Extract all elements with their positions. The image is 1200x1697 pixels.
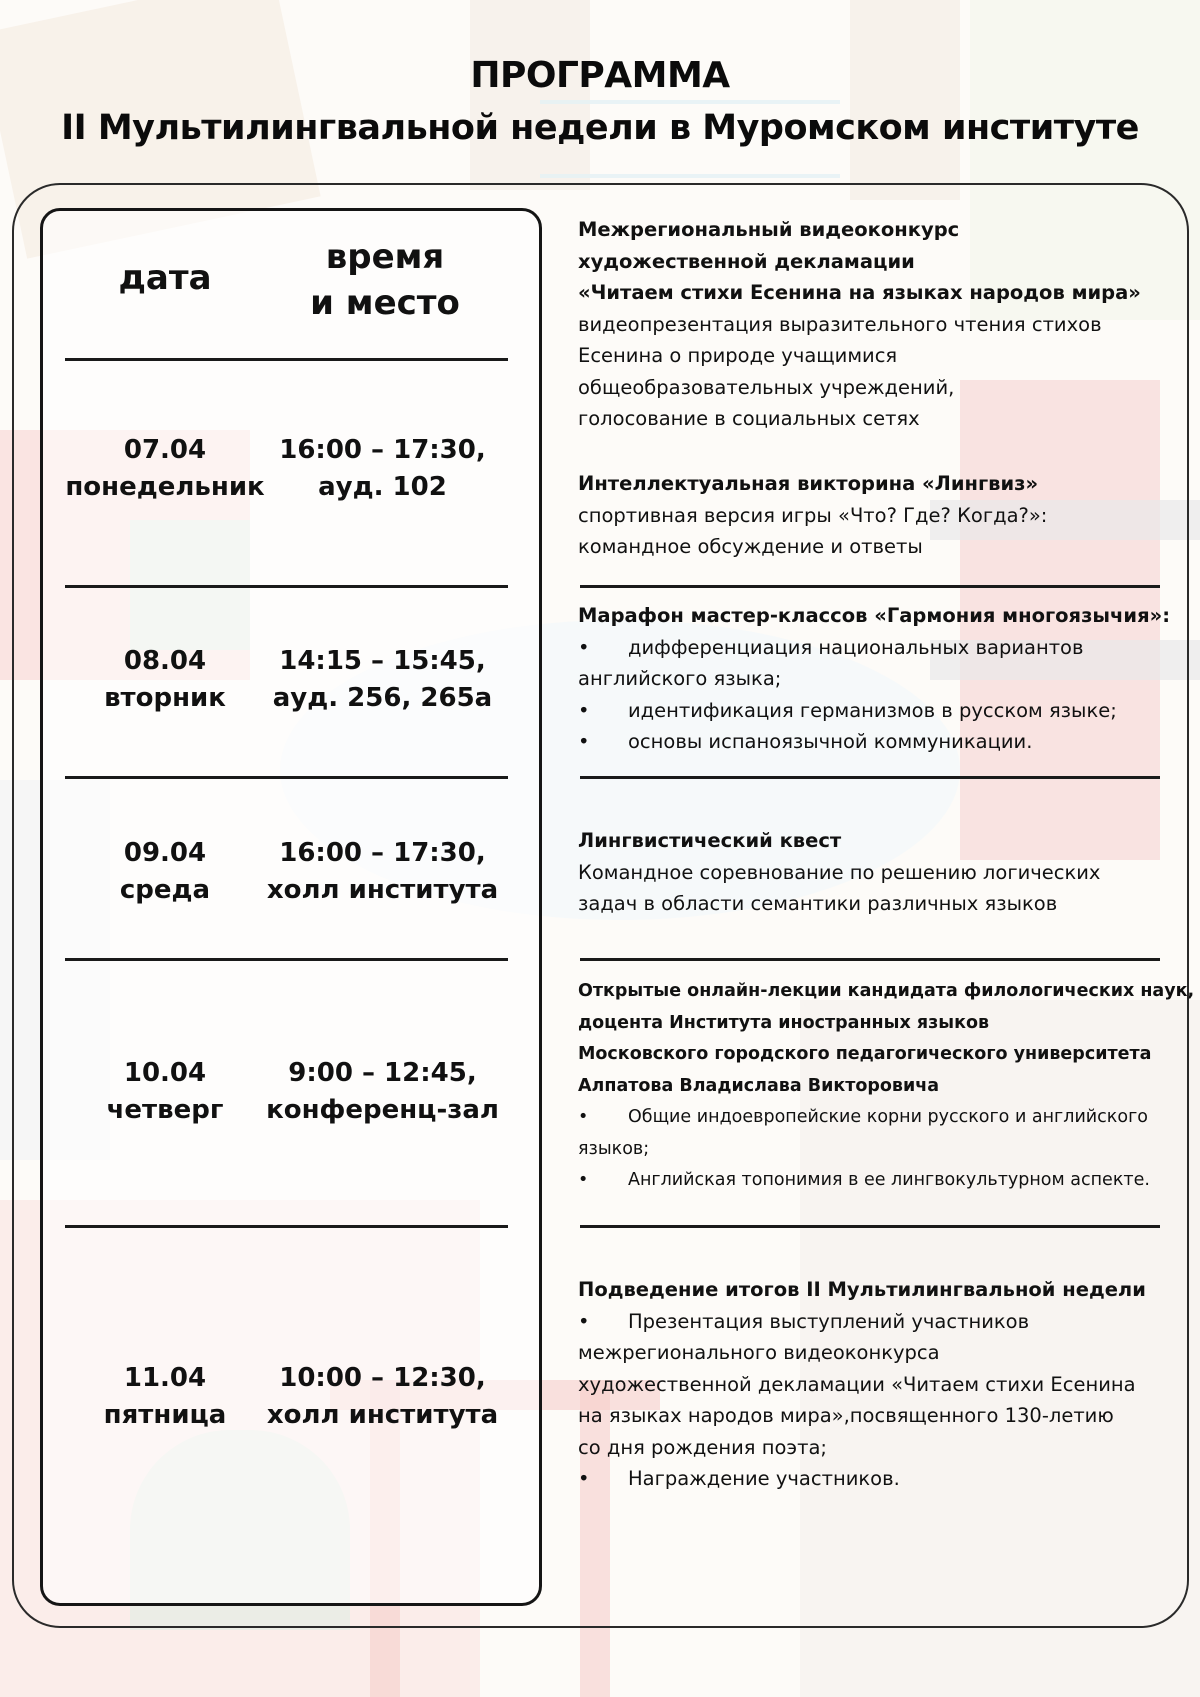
time-value: 10:00 – 12:30, xyxy=(279,1363,486,1393)
page-title: ПРОГРАММА xyxy=(470,55,730,96)
bullet-continuation: на языках народов мира»,посвященного 130-летию xyxy=(578,1404,1114,1427)
column-header-place: и место xyxy=(310,283,460,323)
event-block xyxy=(578,825,1178,920)
bullet-continuation: языков; xyxy=(578,1138,650,1159)
bullet-icon: • xyxy=(578,1309,590,1333)
bullet-item xyxy=(578,1102,1178,1134)
event-title: Лингвистический квест xyxy=(578,829,842,852)
schedule-date xyxy=(60,1055,270,1129)
bullet-text: основы испаноязычной коммуникации. xyxy=(628,730,1033,753)
schedule-time-place xyxy=(260,1360,505,1434)
schedule-time-place xyxy=(260,432,505,506)
time-value: 16:00 – 17:30, xyxy=(279,435,486,465)
bullet-text: Презентация выступлений участников xyxy=(628,1309,1030,1333)
bullet-item xyxy=(578,1165,1178,1197)
bullet-item xyxy=(578,632,1178,664)
event-block xyxy=(578,214,1178,435)
column-header-date: дата xyxy=(118,258,212,298)
place-value: холл института xyxy=(266,1400,499,1430)
event-block xyxy=(578,468,1178,563)
date-value: 07.04 xyxy=(123,435,207,465)
event-description: спортивная версия игры «Что? Где? Когда?»: xyxy=(578,503,1048,527)
bullet-text: Награждение участников. xyxy=(628,1467,900,1490)
event-description: голосование в социальных сетях xyxy=(578,407,920,430)
place-value: конференц-зал xyxy=(266,1095,499,1125)
bullet-text: идентификация германизмов в русском языке; xyxy=(628,698,1117,722)
event-description: командное обсуждение и ответы xyxy=(578,535,923,558)
column-header-time: время xyxy=(325,237,445,277)
event-description: видеопрезентация выразительного чтения стихов xyxy=(578,312,1102,336)
bullet-icon: • xyxy=(578,1107,589,1127)
bullet-icon: • xyxy=(578,698,590,722)
bullet-text: Английская топонимия в ее лингвокультурном аспекте. xyxy=(628,1170,1150,1190)
event-divider xyxy=(580,776,1160,779)
row-divider xyxy=(65,1225,508,1228)
bullet-icon: • xyxy=(578,1170,589,1190)
time-value: 14:15 – 15:45, xyxy=(279,646,486,676)
event-title: Межрегиональный видеоконкурс xyxy=(578,218,960,241)
event-title: доцента Института иностранных языков xyxy=(578,1012,990,1033)
event-title: Интеллектуальная викторина «Лингвиз» xyxy=(578,472,1039,495)
schedule-date xyxy=(60,835,270,909)
weekday: четверг xyxy=(106,1095,224,1125)
event-divider xyxy=(580,958,1160,961)
date-value: 08.04 xyxy=(123,646,207,676)
bullet-item xyxy=(578,695,1178,727)
schedule-time-place xyxy=(260,1055,505,1129)
weekday: понедельник xyxy=(65,472,265,502)
event-divider xyxy=(580,585,1160,588)
event-title: Московского городского педагогического университета xyxy=(578,1044,1152,1064)
row-divider xyxy=(65,358,508,361)
bullet-text: дифференциация национальных вариантов xyxy=(628,635,1084,659)
event-description: Командное соревнование по решению логических xyxy=(578,860,1101,884)
date-value: 09.04 xyxy=(123,838,207,868)
place-value: холл института xyxy=(266,875,499,905)
place-value: ауд. 256, 265а xyxy=(272,683,493,713)
date-value: 10.04 xyxy=(123,1058,207,1088)
time-value: 16:00 – 17:30, xyxy=(279,838,486,868)
date-value: 11.04 xyxy=(123,1363,207,1393)
bullet-icon: • xyxy=(578,635,590,659)
event-block xyxy=(578,976,1195,1197)
place-value: ауд. 102 xyxy=(318,472,447,502)
weekday: пятница xyxy=(103,1400,227,1430)
time-value: 9:00 – 12:45, xyxy=(288,1058,477,1088)
row-divider xyxy=(65,776,508,779)
bullet-text: Общие индоевропейские корни русского и английского xyxy=(628,1107,1148,1127)
bullet-item xyxy=(578,1463,1178,1495)
schedule-date xyxy=(60,432,270,506)
event-title: Марафон мастер-классов «Гармония многоязычия»: xyxy=(578,604,1171,627)
event-description: задач в области семантики различных языков xyxy=(578,892,1058,915)
weekday: среда xyxy=(119,875,211,905)
event-divider xyxy=(580,1225,1160,1228)
schedule-time-place xyxy=(260,835,505,909)
bullet-continuation: английского языка; xyxy=(578,667,782,690)
bullet-continuation: со дня рождения поэта; xyxy=(578,1435,827,1459)
event-title: Алпатова Владислава Викторовича xyxy=(578,1075,940,1096)
bullet-icon: • xyxy=(578,1467,590,1490)
schedule-time-place xyxy=(260,643,505,717)
bullet-continuation: межрегионального видеоконкурса xyxy=(578,1341,940,1364)
event-description: общеобразовательных учреждений, xyxy=(578,375,955,399)
bullet-item xyxy=(578,726,1178,758)
weekday: вторник xyxy=(104,683,226,713)
bullet-continuation: художественной декламации «Читаем стихи Есенина xyxy=(578,1372,1136,1396)
event-title: Подведение итогов II Мультилингвальной недели xyxy=(578,1278,1146,1301)
event-title: «Читаем стихи Есенина на языках народов мира» xyxy=(578,281,1141,304)
event-block xyxy=(578,1274,1178,1495)
event-block xyxy=(578,600,1178,758)
schedule-date xyxy=(60,643,270,717)
event-title: художественной декламации xyxy=(578,249,915,273)
event-title: Открытые онлайн-лекции кандидата филологических наук, xyxy=(578,981,1195,1001)
bullet-icon: • xyxy=(578,730,590,753)
page-subtitle: II Мультилингвальной недели в Муромском институте xyxy=(61,108,1139,148)
bullet-item xyxy=(578,1306,1178,1338)
row-divider xyxy=(65,958,508,961)
event-description: Есенина о природе учащимися xyxy=(578,344,898,367)
column-header-time-place xyxy=(270,234,500,326)
row-divider xyxy=(65,585,508,588)
schedule-date xyxy=(60,1360,270,1434)
